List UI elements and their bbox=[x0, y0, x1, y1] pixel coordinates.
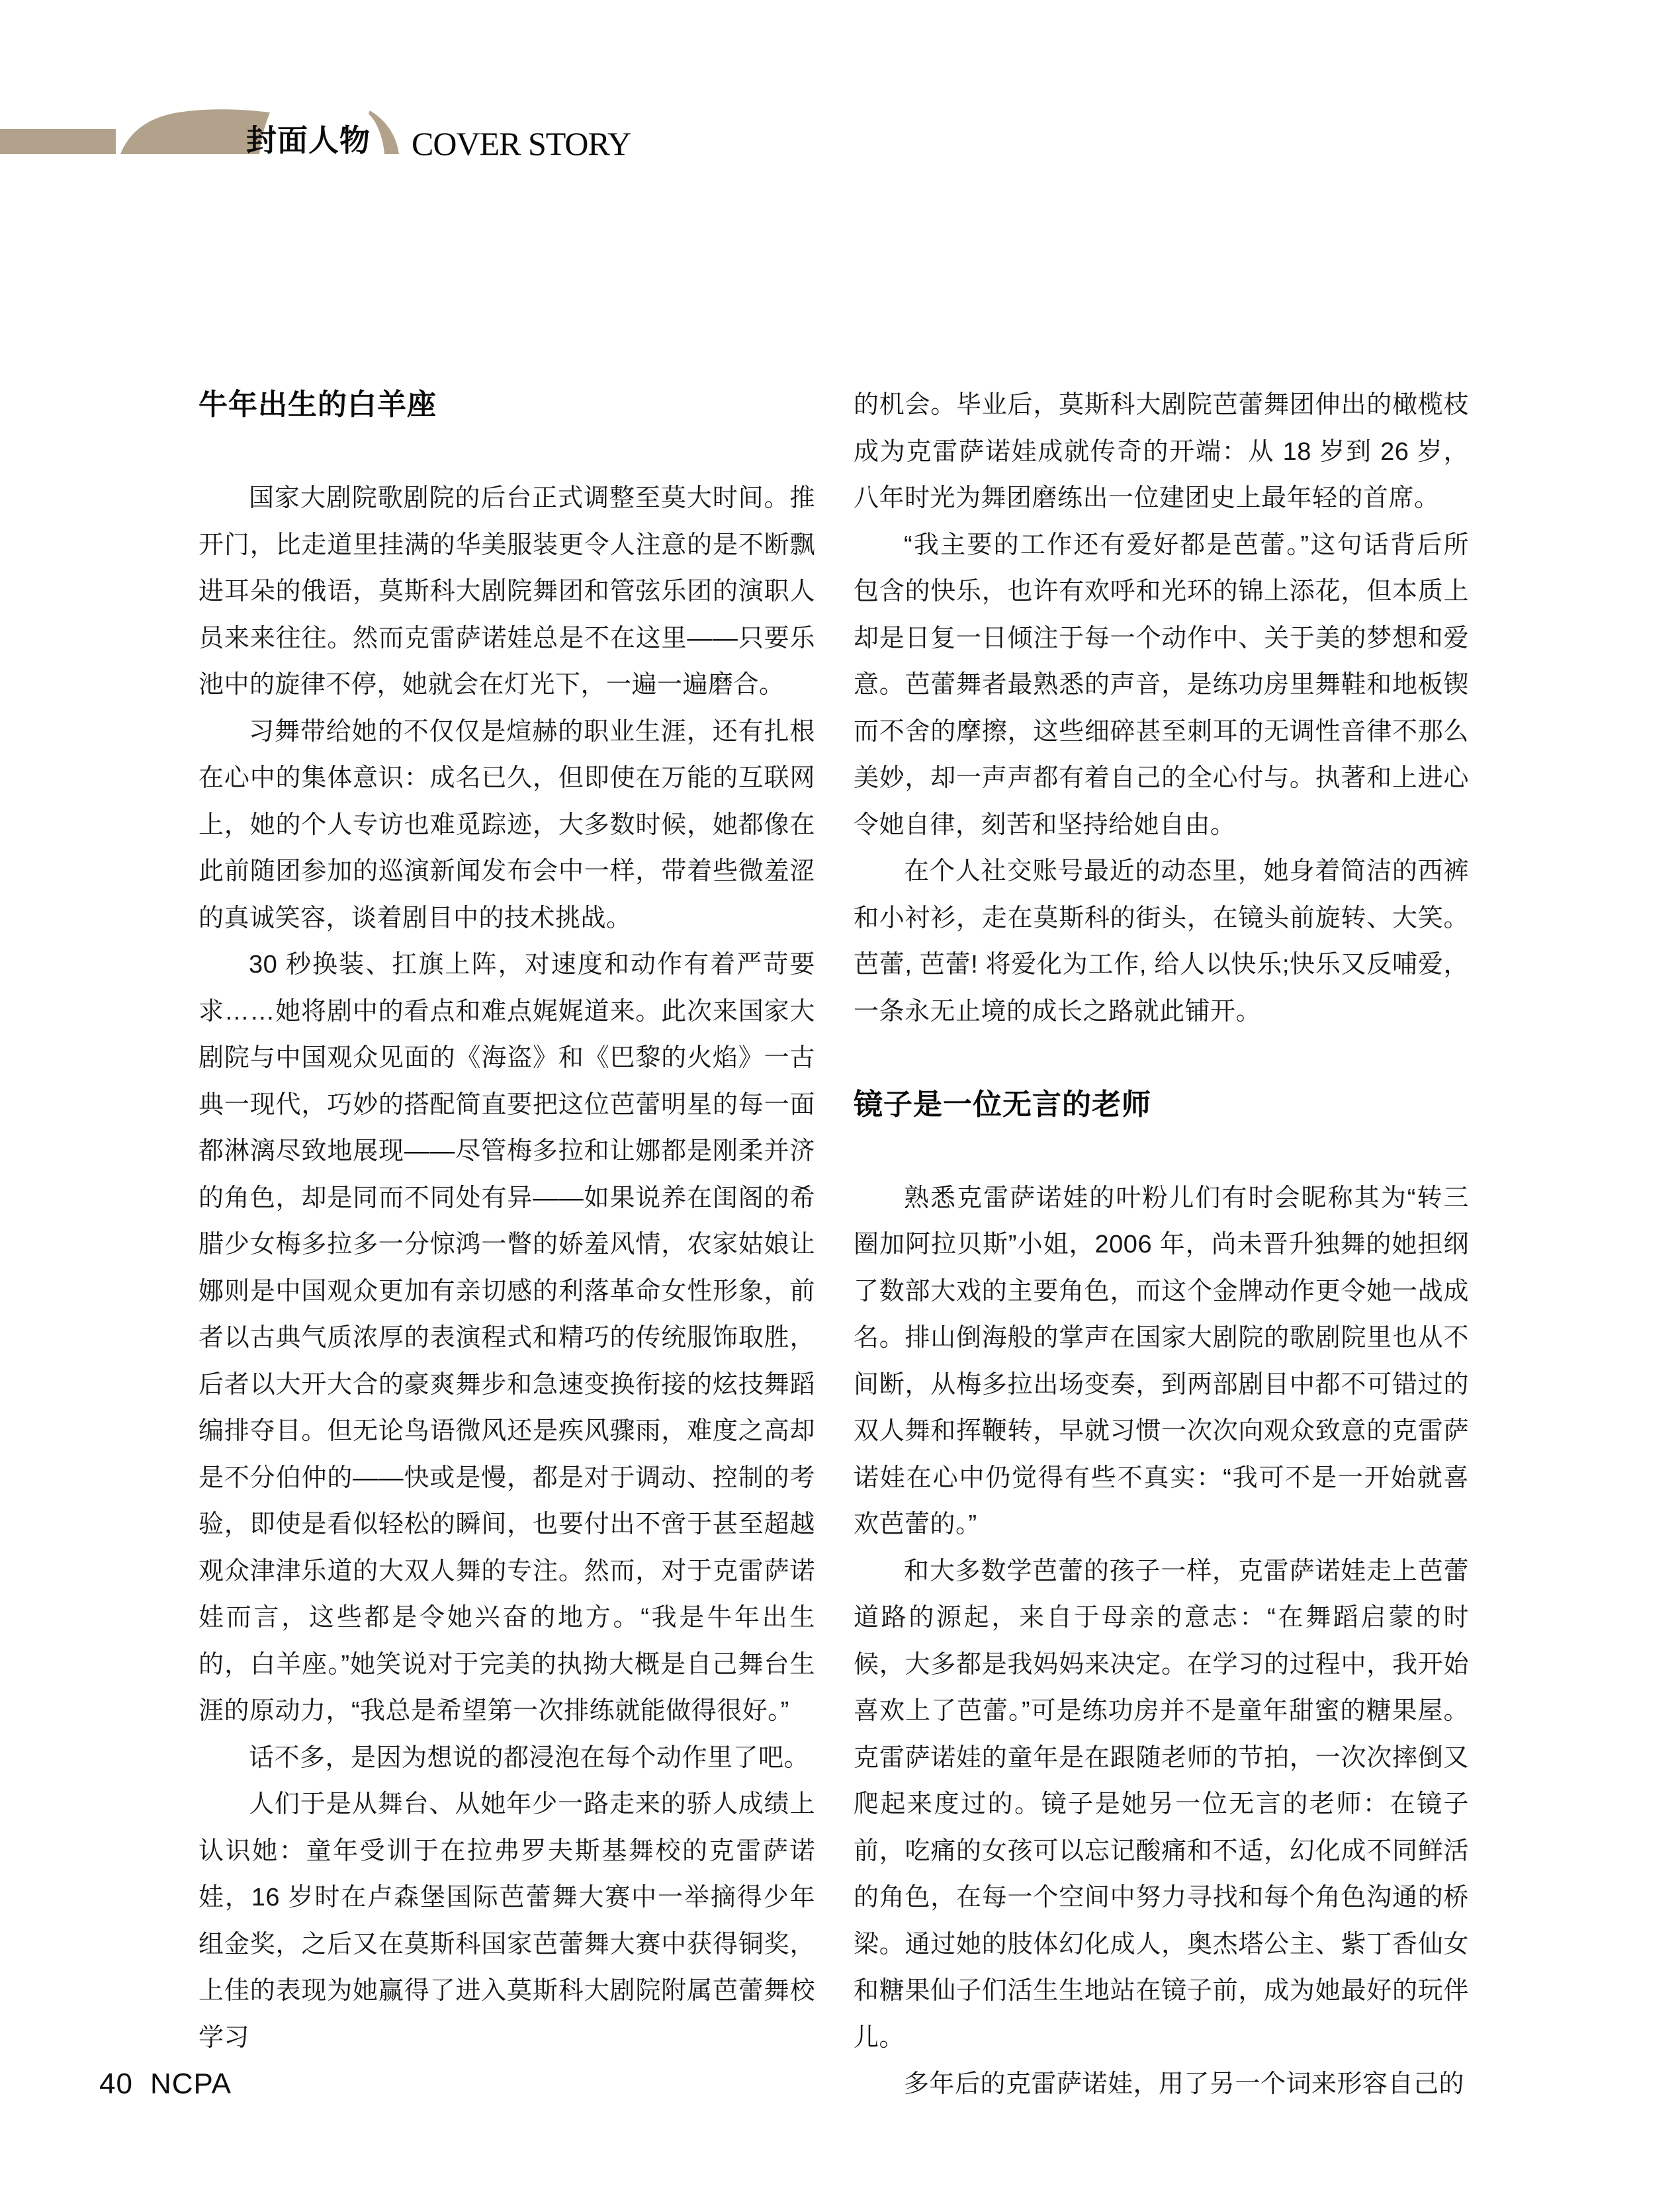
article-paragraph: 熟悉克雷萨诺娃的叶粉儿们有时会昵称其为“转三圈加阿拉贝斯”小姐，2006 年，尚未晋升独舞的她担纲了数部大戏的主要角色，而这个金牌动作更令她一战成名。排山倒海般的掌声在国家大剧院的歌剧院里也从不间断，从梅多拉出场变奏，到两部剧目中都不可错过的双人舞和挥鞭转，早就习惯一次次向观众致意的克雷萨诺娃在心中仍觉得有些不真实：“我可不是一开始就喜欢芭蕾的。” bbox=[854, 1184, 1469, 1538]
section-heading: 镜子是一位无言的老师 bbox=[854, 1088, 1151, 1121]
section-heading: 牛年出生的白羊座 bbox=[199, 388, 437, 421]
article-paragraph: “我主要的工作还有爱好都是芭蕾。”这句话背后所包含的快乐，也许有欢呼和光环的锦上添花，但本质上却是日复一日倾注于每一个动作中、关于美的梦想和爱意。芭蕾舞者最熟悉的声音，是练功房里舞鞋和地板锲而不舍的摩擦，这些细碎甚至刺耳的无调性音律不那么美妙，却一声声都有着自己的全心付与。执著和上进心令她自律，刻苦和坚持给她自由。 bbox=[854, 531, 1469, 839]
article-paragraph: 在个人社交账号最近的动态里，她身着简洁的西裤和小衬衫，走在莫斯科的街头，在镜头前旋转、大笑。芭蕾, 芭蕾! 将爱化为工作, 给人以快乐;快乐又反哺爱，一条永无止境的成长之路就此铺开。 bbox=[854, 857, 1469, 1026]
article-paragraph: 习舞带给她的不仅仅是煊赫的职业生涯，还有扎根在心中的集体意识：成名已久，但即使在万能的互联网上，她的个人专访也难觅踪迹，大多数时候，她都像在此前随团参加的巡演新闻发布会中一样，带着些微羞涩的真诚笑容，谈着剧目中的技术挑战。 bbox=[199, 717, 815, 932]
article-paragraph: 30 秒换装、扛旗上阵，对速度和动作有着严苛要求……她将剧中的看点和难点娓娓道来。此次来国家大剧院与中国观众见面的《海盗》和《巴黎的火焰》一古典一现代，巧妙的搭配简直要把这位芭蕾明星的每一面都淋漓尽致地展现——尽管梅多拉和让娜都是刚柔并济的角色，却是同而不同处有异——如果说养在闺阁的希腊少女梅多拉多一分惊鸿一瞥的娇羞风情，农家姑娘让娜则是中国观众更加有亲切感的利落革命女性形象，前者以古典气质浓厚的表演程式和精巧的传统服饰取胜，后者以大开大合的豪爽舞步和急速变换衔接的炫技舞蹈编排夺目。但无论鸟语微风还是疾风骤雨，难度之高却是不分伯仲的——快或是慢，都是对于调动、控制的考验，即使是看似轻松的瞬间，也要付出不啻于甚至超越观众津津乐道的大双人舞的专注。然而，对于克雷萨诺娃而言，这些都是令她兴奋的地方。“我是牛年出生的，白羊座。”她笑说对于完美的执拗大概是自己舞台生涯的原动力，“我总是希望第一次排练就能做得很好。” bbox=[199, 951, 815, 1725]
page-number: 40 bbox=[99, 2068, 133, 2100]
article-paragraph: 人们于是从舞台、从她年少一路走来的骄人成绩上认识她：童年受训于在拉弗罗夫斯基舞校的克雷萨诺娃，16 岁时在卢森堡国际芭蕾舞大赛中一举摘得少年组金奖，之后又在莫斯科国家芭蕾舞大赛中获得铜奖，上佳的表现为她赢得了进入莫斯科大剧院附属芭蕾舞校学习 bbox=[199, 1790, 815, 2052]
section-title-en: COVER STORY bbox=[412, 125, 631, 162]
masthead-bar-decoration bbox=[0, 129, 116, 154]
masthead bbox=[0, 0, 1680, 198]
article-column-left bbox=[199, 382, 815, 2061]
magazine-name: NCPA bbox=[150, 2068, 232, 2100]
article-paragraph: 话不多，是因为想说的都浸泡在每个动作里了吧。 bbox=[249, 1743, 810, 1772]
article-column-right bbox=[854, 382, 1469, 2108]
article-paragraph: 的机会。毕业后，莫斯科大剧院芭蕾舞团伸出的橄榄枝成为克雷萨诺娃成就传奇的开端：从 18 岁到 26 岁，八年时光为舞团磨练出一位建团史上最年轻的首席。 bbox=[854, 391, 1469, 512]
article-paragraph: 和大多数学芭蕾的孩子一样，克雷萨诺娃走上芭蕾道路的源起，来自于母亲的意志：“在舞蹈启蒙的时候，大多都是我妈妈来决定。在学习的过程中，我开始喜欢上了芭蕾。”可是练功房并不是童年甜蜜的糖果屋。克雷萨诺娃的童年是在跟随老师的节拍，一次次摔倒又爬起来度过的。镜子是她另一位无言的老师：在镜子前，吃痛的女孩可以忘记酸痛和不适，幻化成不同鲜活的角色，在每一个空间中努力寻找和每个角色沟通的桥梁。通过她的肢体幻化成人，奥杰塔公主、紫丁香仙女和糖果仙子们活生生地站在镜子前，成为她最好的玩伴儿。 bbox=[854, 1557, 1469, 2052]
article-paragraph: 国家大剧院歌剧院的后台正式调整至莫大时间。推开门，比走道里挂满的华美服装更令人注意的是不断飘进耳朵的俄语，莫斯科大剧院舞团和管弦乐团的演职人员来来往往。然而克雷萨诺娃总是不在这里——只要乐池中的旋律不停，她就会在灯光下，一遍一遍磨合。 bbox=[199, 484, 815, 699]
section-title-cn: 封面人物 bbox=[246, 123, 371, 157]
masthead-swoosh-icon bbox=[369, 110, 404, 154]
article-paragraph: 多年后的克雷萨诺娃，用了另一个词来形容自己的 bbox=[904, 2070, 1465, 2098]
page-footer bbox=[99, 2066, 232, 2103]
